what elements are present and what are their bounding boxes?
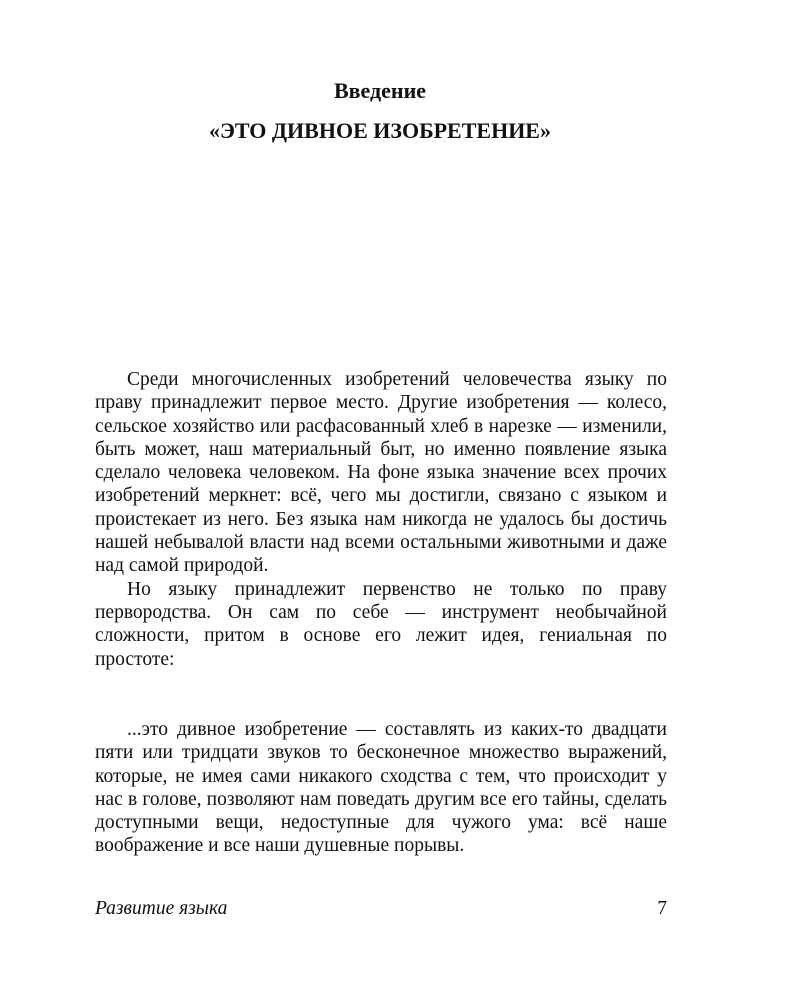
page-number: 7 (657, 898, 667, 919)
quote-block (95, 718, 667, 858)
paragraph-1: Среди многочисленных изобретений человечества языку по праву принадлежит первое место. Другие изобретения — колесо, сельское хозяйство или расфасованный хлеб в нарезке — изменили, быть может, наш материальный быт, но именно появление языка сделало человека человеком. На фоне языка значение всех прочих изобретений меркнет: всё, чего мы достигли, связано с языком и проистекает из него. Без языка нам никогда не удалось бы достичь нашей небывалой власти над всеми остальными животными и даже над самой природой. (95, 369, 667, 577)
running-title: Развитие языка (95, 898, 228, 919)
main-text (95, 368, 667, 671)
chapter-subtitle: «ЭТО ДИВНОЕ ИЗОБРЕТЕНИЕ» (209, 118, 551, 143)
chapter-title: Введение (333, 78, 427, 103)
quote-paragraph: ...это дивное изобретение — составлять из каких-то двадцати пяти или тридцати звуков то бесконечное множество выражений, которые, не имея сами никакого сходства с тем, что происходит у нас в голове, позволяют нам поведать другим все его тайны, сделать доступными вещи, недоступные для чужого ума: всё наше воображение и все наши душевные порывы. (95, 719, 667, 857)
paragraph-2: Но языку принадлежит первенство не только по праву первородства. Он сам по себе — инструмент необычайной сложности, притом в основе его лежит идея, гениальная по простоте: (95, 578, 667, 670)
